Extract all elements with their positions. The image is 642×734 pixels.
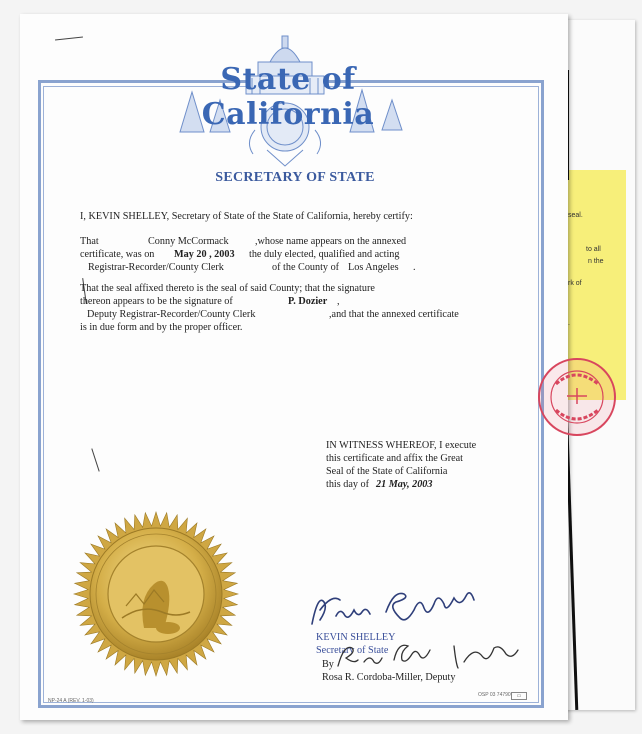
- text-proper-officer: is in due form and by the proper officer.: [80, 322, 243, 333]
- text-period: .: [413, 262, 416, 273]
- text-cert-was-on: certificate, was on: [80, 249, 155, 260]
- certify-statement: I, KEVIN SHELLEY, Secretary of State of the State of California, hereby certify:: [80, 211, 413, 222]
- official-title: Registrar-Recorder/County Clerk: [88, 262, 224, 273]
- secretary-of-state-stamp-icon: [534, 354, 620, 440]
- attachment-text: to all: [586, 246, 601, 253]
- attachment-text: .: [568, 320, 570, 327]
- text-thereon: thereon appears to be the signature of: [80, 296, 233, 307]
- seal-statement: That the seal affixed thereto is the seal of said County; that the signature: [80, 283, 375, 294]
- witness-day-label: this day of: [326, 479, 370, 490]
- text-duly-elected: the duly elected, qualified and acting: [249, 249, 400, 260]
- union-bug-icon: ▭: [511, 692, 527, 700]
- official-name: Conny McCormack: [148, 236, 229, 247]
- text-annexed: ,and that the annexed certificate: [329, 309, 459, 320]
- deputy-signature: [334, 638, 524, 674]
- state-title: State of California: [201, 62, 375, 132]
- signer-name: P. Dozier: [288, 296, 328, 307]
- witness-line: Seal of the State of California: [326, 466, 448, 477]
- form-number: NP-24 A (REV. 1-03): [48, 698, 94, 704]
- signer-title: Deputy Registrar-Recorder/County Clerk: [87, 309, 256, 320]
- text-comma: ,: [337, 296, 340, 307]
- office-title: SECRETARY OF STATE: [215, 170, 375, 185]
- deputy-name: Rosa R. Cordoba-Miller, Deputy: [322, 672, 456, 683]
- by-label: By: [322, 659, 334, 670]
- secretary-title: Secretary of State: [316, 645, 389, 656]
- certificate-date: May 20 , 2003: [174, 249, 235, 260]
- form-code: OSP 03 74790: [478, 692, 511, 698]
- secretary-name: KEVIN SHELLEY: [316, 632, 396, 643]
- county-name: Los Angeles: [348, 262, 399, 273]
- witness-line: this certificate and affix the Great: [326, 453, 463, 464]
- witness-line: IN WITNESS WHEREOF, I execute: [326, 440, 477, 451]
- text-that: That: [80, 236, 99, 247]
- great-seal-icon: [72, 510, 240, 678]
- attachment-text: n the: [588, 258, 604, 265]
- attachment-text: seal.: [568, 212, 583, 219]
- text-of-county: of the County of: [272, 262, 340, 273]
- secretary-signature: [306, 586, 496, 634]
- attachment-text: rk of: [568, 280, 582, 287]
- text-whose: ,whose name appears on the annexed: [255, 236, 407, 247]
- witness-date: 21 May, 2003: [376, 479, 433, 490]
